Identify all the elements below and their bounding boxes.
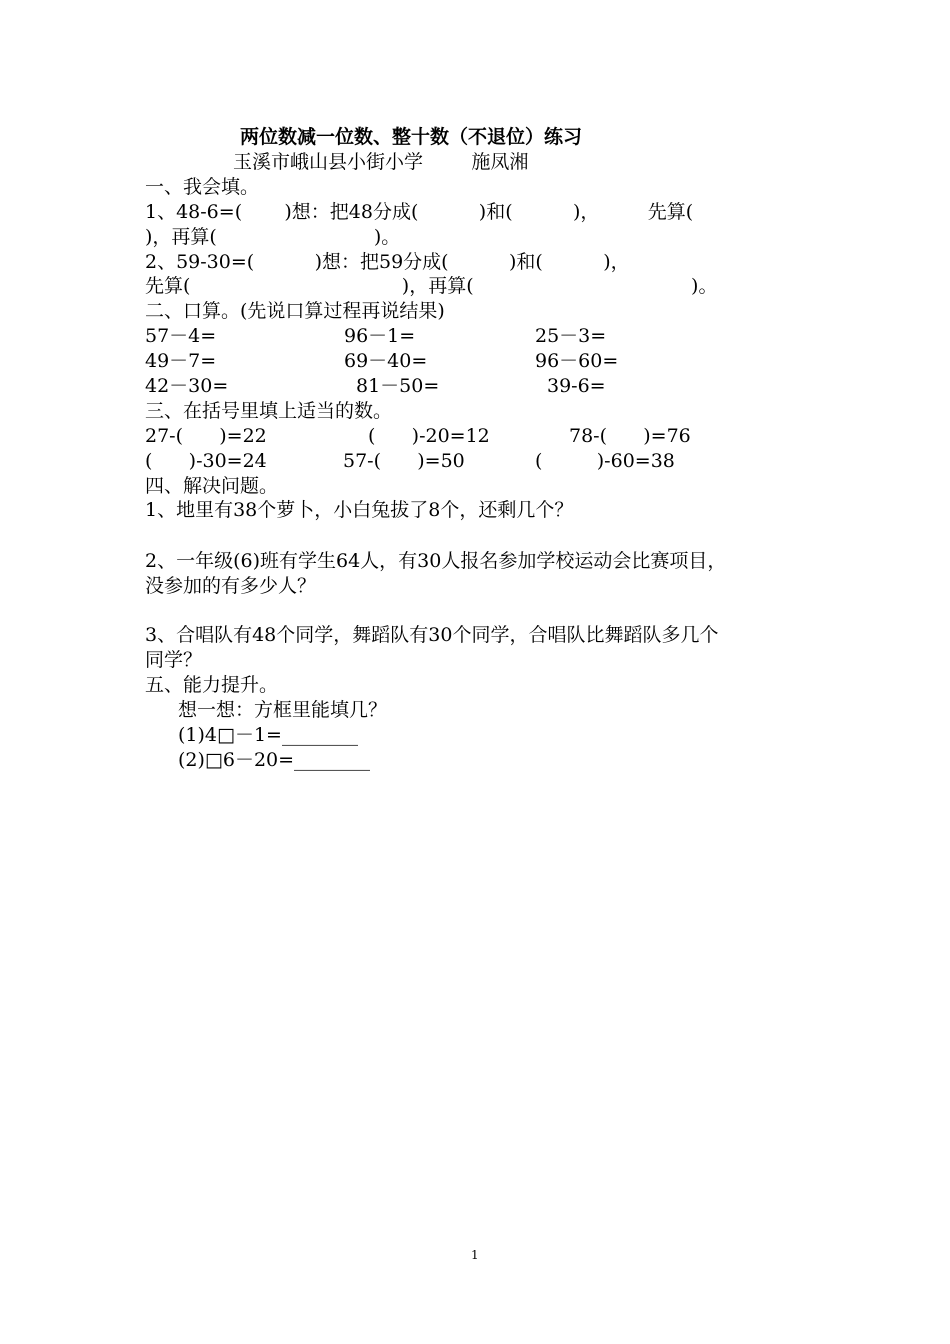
oral-calc-item: 69－40= <box>344 350 428 372</box>
box-problem-2: (2)□6－20=________ <box>178 749 371 771</box>
fill-blank-item: 57-( )=50 <box>343 450 465 472</box>
question-1-line-2: )，再算( )。 <box>145 226 401 248</box>
word-problem-2-line-1: 2、一年级(6)班有学生64人，有30人报名参加学校运动会比赛项目， <box>145 550 727 572</box>
fill-blank-item: ( )-30=24 <box>145 450 267 472</box>
page-number: 1 <box>471 1248 479 1262</box>
oral-calc-item: 57－4= <box>145 325 217 347</box>
question-2-line-2: 先算( )，再算( )。 <box>145 275 718 297</box>
author-line: 玉溪市峨山县小街小学 施凤湘 <box>233 151 529 173</box>
fill-blank-item: ( )-20=12 <box>368 425 490 447</box>
worksheet-title: 两位数减一位数、整十数（不退位）练习 <box>240 126 583 148</box>
question-2-line-1: 2、59-30=( )想：把59分成( )和( )， <box>145 251 630 273</box>
fill-blank-item: 78-( )=76 <box>569 425 691 447</box>
oral-calc-item: 42－30= <box>145 375 229 397</box>
word-problem-1: 1、地里有38个萝卜，小白兔拔了8个，还剩几个？ <box>145 499 574 521</box>
oral-calc-item: 25－3= <box>535 325 607 347</box>
oral-calc-item: 96－60= <box>535 350 619 372</box>
section-1-heading: 一、我会填。 <box>145 176 260 198</box>
word-problem-2-line-2: 没参加的有多少人？ <box>145 575 317 597</box>
oral-calc-item: 81－50= <box>356 375 440 397</box>
word-problem-3-line-1: 3、合唱队有48个同学，舞蹈队有30个同学，合唱队比舞蹈队多几个 <box>145 624 719 646</box>
word-problem-3-line-2: 同学？ <box>145 649 203 671</box>
thinking-prompt: 想一想：方框里能填几？ <box>178 699 388 721</box>
box-problem-1: (1)4□－1=________ <box>178 724 358 746</box>
oral-calc-item: 96－1= <box>344 325 416 347</box>
fill-blank-item: ( )-60=38 <box>535 450 675 472</box>
section-4-heading: 四、解决问题。 <box>145 475 279 497</box>
section-2-heading: 二、口算。(先说口算过程再说结果) <box>145 300 445 322</box>
question-1-line-1: 1、48-6=( )想：把48分成( )和( )， 先算( <box>145 201 694 223</box>
section-3-heading: 三、在括号里填上适当的数。 <box>145 400 393 422</box>
fill-blank-item: 27-( )=22 <box>145 425 267 447</box>
section-5-heading: 五、能力提升。 <box>145 674 279 696</box>
oral-calc-item: 49－7= <box>145 350 217 372</box>
oral-calc-item: 39-6= <box>547 375 606 397</box>
